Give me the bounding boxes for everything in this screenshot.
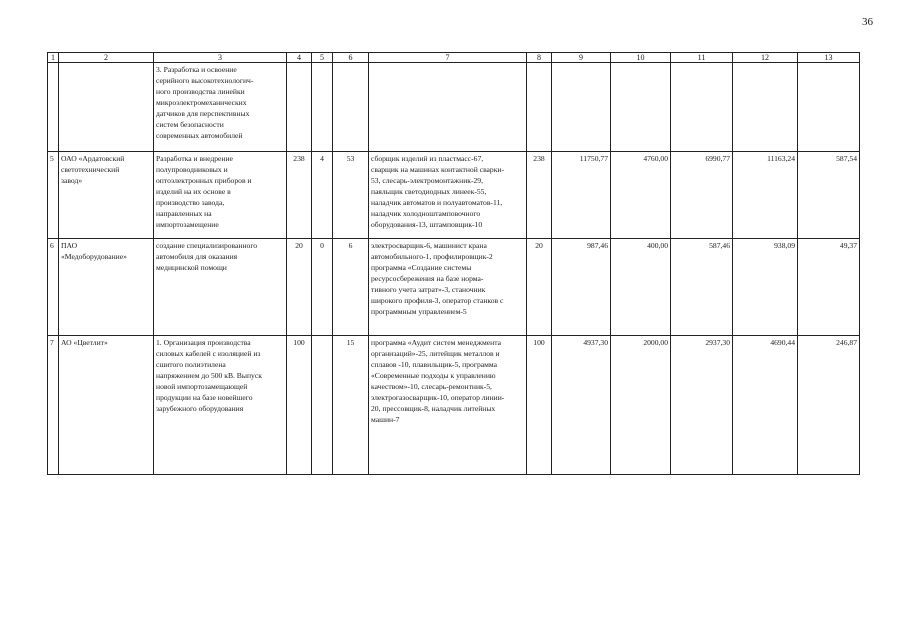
value-cell-5	[312, 63, 333, 152]
value-cell-8: 20	[527, 239, 552, 336]
value-cell-11: 587,46	[671, 239, 733, 336]
header-cell: 3	[154, 53, 287, 63]
table-row	[48, 336, 860, 475]
project-cell: 1. Организация производства силовых кабелей с изоляцией из сшитого полиэтилена напряжением до 500 кВ. Выпуск новой импортозамещающей продукции на базе новейшего зарубежного оборудования	[154, 336, 287, 475]
value-cell-6	[333, 63, 369, 152]
value-cell-12: 938,09	[733, 239, 798, 336]
table-row	[48, 239, 860, 336]
value-cell-6: 53	[333, 152, 369, 239]
row-number: 6	[48, 239, 59, 336]
value-cell-10	[611, 63, 671, 152]
value-cell-9: 11750,77	[552, 152, 611, 239]
professions-cell: сборщик изделий из пластмасс-67, сварщик на машинах контактной сварки- 53, слесарь-электромонтажник-29, паяльщик светодиодных линеек-55, наладчик автоматов и полуавтоматов-11, наладчик холодноштамповочного оборудования-13, штамповщик-10	[369, 152, 527, 239]
value-cell-9	[552, 63, 611, 152]
data-table	[47, 52, 860, 475]
professions-cell: электросварщик-6, машинист крана автомобильного-1, профилировщик-2 программа «Создание системы ресурсосбережения на базе норма- тивного учета затрат»-3, станочник широкого профиля-3, оператор станков с программным управлением-5	[369, 239, 527, 336]
value-cell-9: 987,46	[552, 239, 611, 336]
value-cell-8: 100	[527, 336, 552, 475]
professions-cell	[369, 63, 527, 152]
header-cell: 12	[733, 53, 798, 63]
organization-cell	[59, 63, 154, 152]
organization-cell: ОАО «Ардатовский светотехнический завод»	[59, 152, 154, 239]
value-cell-6: 15	[333, 336, 369, 475]
row-number: 5	[48, 152, 59, 239]
value-cell-10: 4760,00	[611, 152, 671, 239]
value-cell-13: 587,54	[798, 152, 860, 239]
header-cell: 1	[48, 53, 59, 63]
value-cell-6: 6	[333, 239, 369, 336]
header-cell: 2	[59, 53, 154, 63]
value-cell-8: 238	[527, 152, 552, 239]
row-number: 7	[48, 336, 59, 475]
header-cell: 10	[611, 53, 671, 63]
row-number	[48, 63, 59, 152]
table-header-row	[48, 53, 860, 63]
value-cell-8	[527, 63, 552, 152]
value-cell-5: 0	[312, 239, 333, 336]
value-cell-11	[671, 63, 733, 152]
header-cell: 11	[671, 53, 733, 63]
header-cell: 5	[312, 53, 333, 63]
value-cell-5	[312, 336, 333, 475]
value-cell-4: 238	[287, 152, 312, 239]
value-cell-9: 4937,30	[552, 336, 611, 475]
project-cell: Разработка и внедрение полупроводниковых и оптоэлектронных приборов и изделий на их основе в производство завода, направленных на импортозамещение	[154, 152, 287, 239]
value-cell-4: 20	[287, 239, 312, 336]
value-cell-13	[798, 63, 860, 152]
value-cell-10: 2000,00	[611, 336, 671, 475]
value-cell-11: 6990,77	[671, 152, 733, 239]
page-number: 36	[862, 16, 873, 28]
header-cell: 6	[333, 53, 369, 63]
value-cell-4	[287, 63, 312, 152]
value-cell-12	[733, 63, 798, 152]
header-cell: 8	[527, 53, 552, 63]
table-row	[48, 63, 860, 152]
organization-cell: АО «Цветлит»	[59, 336, 154, 475]
project-cell: создание специализированного автомобиля для оказания медицинской помощи	[154, 239, 287, 336]
header-cell: 4	[287, 53, 312, 63]
value-cell-10: 400,00	[611, 239, 671, 336]
value-cell-5: 4	[312, 152, 333, 239]
header-cell: 7	[369, 53, 527, 63]
value-cell-12: 4690,44	[733, 336, 798, 475]
header-cell: 9	[552, 53, 611, 63]
header-cell: 13	[798, 53, 860, 63]
value-cell-13: 246,87	[798, 336, 860, 475]
value-cell-12: 11163,24	[733, 152, 798, 239]
table-row	[48, 152, 860, 239]
value-cell-11: 2937,30	[671, 336, 733, 475]
organization-cell: ПАО «Медоборудование»	[59, 239, 154, 336]
value-cell-13: 49,37	[798, 239, 860, 336]
project-cell: 3. Разработка и освоение серийного высокотехнологич- ного производства линейки микроэлектромеханических датчиков для перспективных систем безопасности современных автомобилей	[154, 63, 287, 152]
professions-cell: программа «Аудит систем менеджмента организаций»-25, литейщик металлов и сплавов -10, плавильщик-5, программа «Современные подходы к управлению качеством»-10, слесарь-ремонтник-5, электрогазосварщик-10, оператор линии- 20, прессовщик-8, наладчик литейных машин-7	[369, 336, 527, 475]
value-cell-4: 100	[287, 336, 312, 475]
